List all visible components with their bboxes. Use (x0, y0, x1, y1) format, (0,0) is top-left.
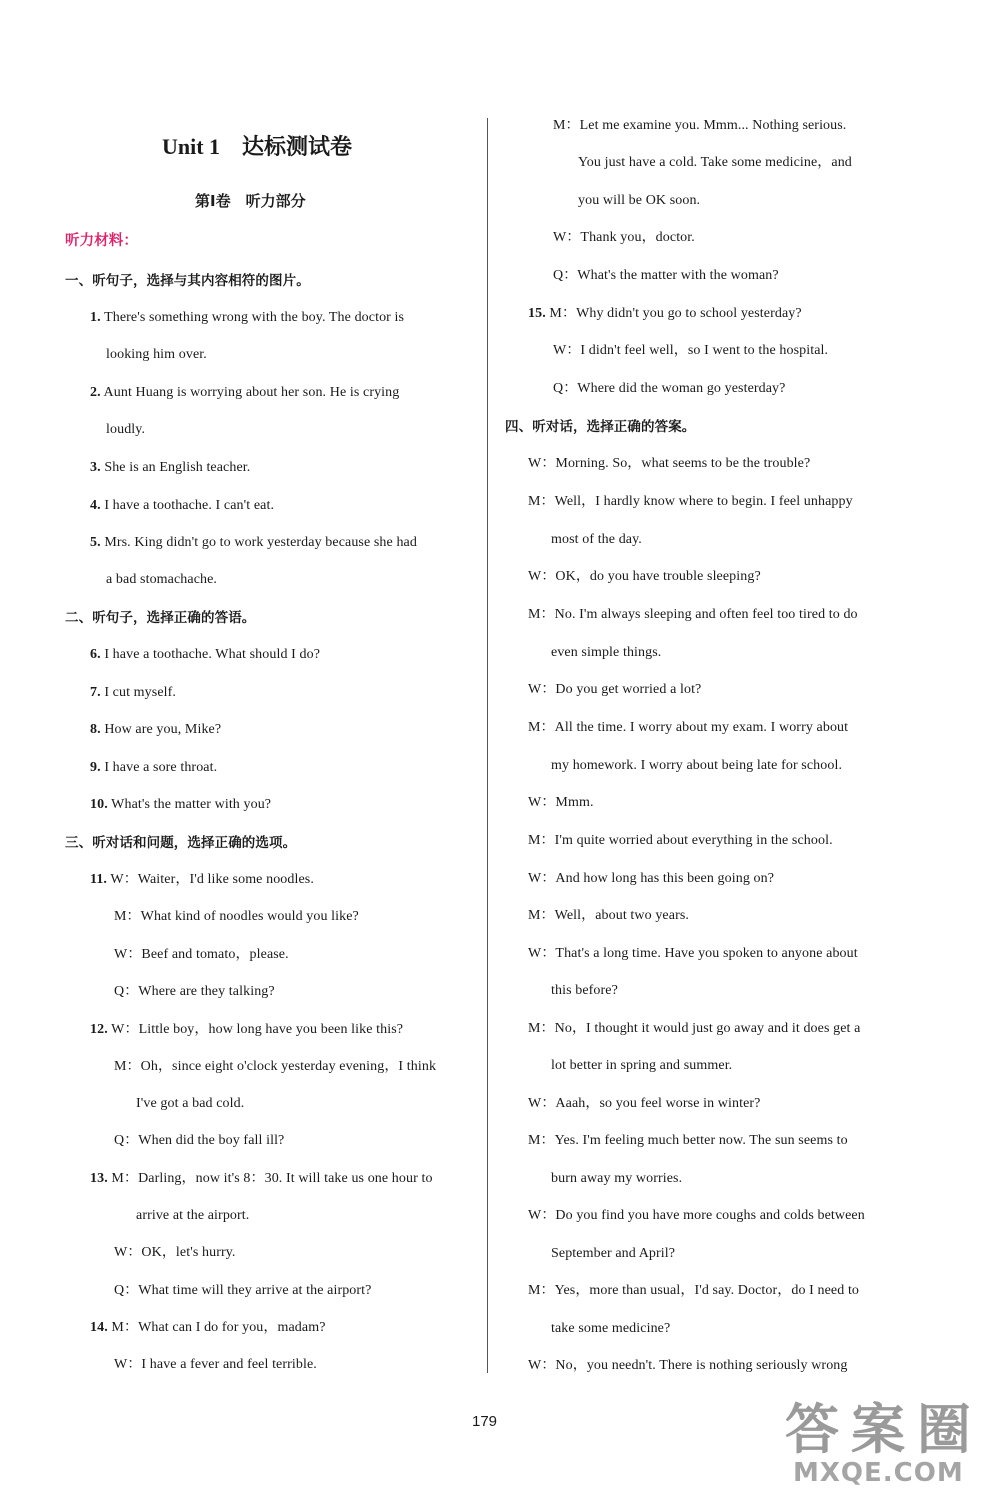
section-heading-1: 一、听句子，选择与其内容相符的图片。 (65, 273, 310, 289)
watermark-glyph: 案 (851, 1398, 905, 1461)
watermark-url: MXQE.COM (793, 1458, 964, 1488)
text-line: M：Well，about two years. (528, 908, 689, 923)
section-heading-2: 二、听句子，选择正确的答语。 (65, 610, 256, 626)
text-line: lot better in spring and summer. (551, 1058, 733, 1073)
text-line: 4. I have a toothache. I can't eat. (90, 498, 275, 513)
text-line: 10. What's the matter with you? (90, 797, 272, 812)
page-number: 179 (472, 1413, 498, 1430)
text-line: take some medicine? (551, 1321, 671, 1336)
section-subtitle: 第Ⅰ卷 听力部分 (195, 192, 306, 210)
text-line: Q：What time will they arrive at the airport? (114, 1283, 372, 1298)
text-line: M：Oh，since eight o'clock yesterday evening，I think (114, 1059, 437, 1074)
text-line: loudly. (106, 422, 146, 437)
text-line: 3. She is an English teacher. (90, 460, 251, 475)
text-line: 5. Mrs. King didn't go to work yesterday because she had (90, 535, 417, 550)
text-line: Q：Where did the woman go yesterday? (553, 381, 786, 396)
text-line: burn away my worries. (551, 1171, 683, 1186)
watermark-glyph: 圈 (917, 1398, 971, 1461)
text-line: 7. I cut myself. (90, 685, 176, 700)
text-line: Q：What's the matter with the woman? (553, 268, 779, 283)
text-line: Q：When did the boy fall ill? (114, 1133, 285, 1148)
text-line: W：I have a fever and feel terrible. (114, 1357, 317, 1372)
text-line: 11. W：Waiter，I'd like some noodles. (90, 872, 314, 887)
text-line: W：Morning. So，what seems to be the trouble? (528, 456, 811, 471)
text-line: W：Do you get worried a lot? (528, 682, 702, 697)
text-line: M：No，I thought it would just go away and it does get a (528, 1021, 861, 1036)
text-line: a bad stomachache. (106, 572, 218, 587)
text-line: W：OK，do you have trouble sleeping? (528, 569, 761, 584)
text-line: 13. M：Darling，now it's 8：30. It will take us one hour to (90, 1171, 433, 1186)
text-line: I've got a bad cold. (136, 1096, 245, 1111)
column-divider (487, 118, 488, 1373)
watermark-glyph: 答 (785, 1398, 839, 1461)
text-line: 9. I have a sore throat. (90, 760, 218, 775)
text-line: 2. Aunt Huang is worrying about her son. He is crying (90, 385, 400, 400)
text-line: You just have a cold. Take some medicine，and (578, 155, 852, 170)
text-line: M：All the time. I worry about my exam. I worry about (528, 720, 849, 735)
text-line: arrive at the airport. (136, 1208, 250, 1223)
text-line: most of the day. (551, 532, 642, 547)
text-line: 8. How are you, Mike? (90, 722, 222, 737)
text-line: W：Aaah，so you feel worse in winter? (528, 1096, 761, 1111)
text-line: 1. There's something wrong with the boy. The doctor is (90, 310, 405, 325)
text-line: M：No. I'm always sleeping and often feel too tired to do (528, 607, 858, 622)
text-line: this before? (551, 983, 618, 998)
text-line: you will be OK soon. (578, 193, 701, 208)
text-line: W：And how long has this been going on? (528, 871, 775, 886)
text-line: W：Beef and tomato，please. (114, 947, 289, 962)
watermark (785, 1400, 990, 1495)
text-line: 12. W：Little boy，how long have you been like this? (90, 1022, 404, 1037)
text-line: 6. I have a toothache. What should I do? (90, 647, 321, 662)
text-line: looking him over. (106, 347, 207, 362)
text-line: Q：Where are they talking? (114, 984, 275, 999)
section-heading-3: 三、听对话和问题，选择正确的选项。 (65, 835, 297, 851)
text-line: M：Well，I hardly know where to begin. I feel unhappy (528, 494, 853, 509)
text-line: M：Yes. I'm feeling much better now. The sun seems to (528, 1133, 848, 1148)
text-line: September and April? (551, 1246, 676, 1261)
text-line: 15. M：Why didn't you go to school yesterday? (528, 306, 802, 321)
text-line: W：Thank you，doctor. (553, 230, 695, 245)
text-line: M：I'm quite worried about everything in the school. (528, 833, 833, 848)
page-title: Unit 1 达标测试卷 (162, 134, 353, 159)
text-line: W：Do you find you have more coughs and colds between (528, 1208, 865, 1223)
text-line: my homework. I worry about being late for school. (551, 758, 843, 773)
text-line: even simple things. (551, 645, 662, 660)
text-line: M：Yes，more than usual，I'd say. Doctor，do I need to (528, 1283, 860, 1298)
text-line: M：What kind of noodles would you like? (114, 909, 359, 924)
materials-label: 听力材料： (65, 233, 138, 249)
text-line: W：That's a long time. Have you spoken to anyone about (528, 946, 858, 961)
text-line: 14. M：What can I do for you，madam? (90, 1320, 326, 1335)
text-line: M：Let me examine you. Mmm... Nothing serious. (553, 118, 847, 133)
text-line: W：I didn't feel well，so I went to the hospital. (553, 343, 829, 358)
text-line: W：OK，let's hurry. (114, 1245, 236, 1260)
section-heading-4: 四、听对话，选择正确的答案。 (505, 419, 696, 435)
text-line: W：Mmm. (528, 795, 594, 810)
text-line: W：No，you needn't. There is nothing seriously wrong (528, 1358, 848, 1373)
